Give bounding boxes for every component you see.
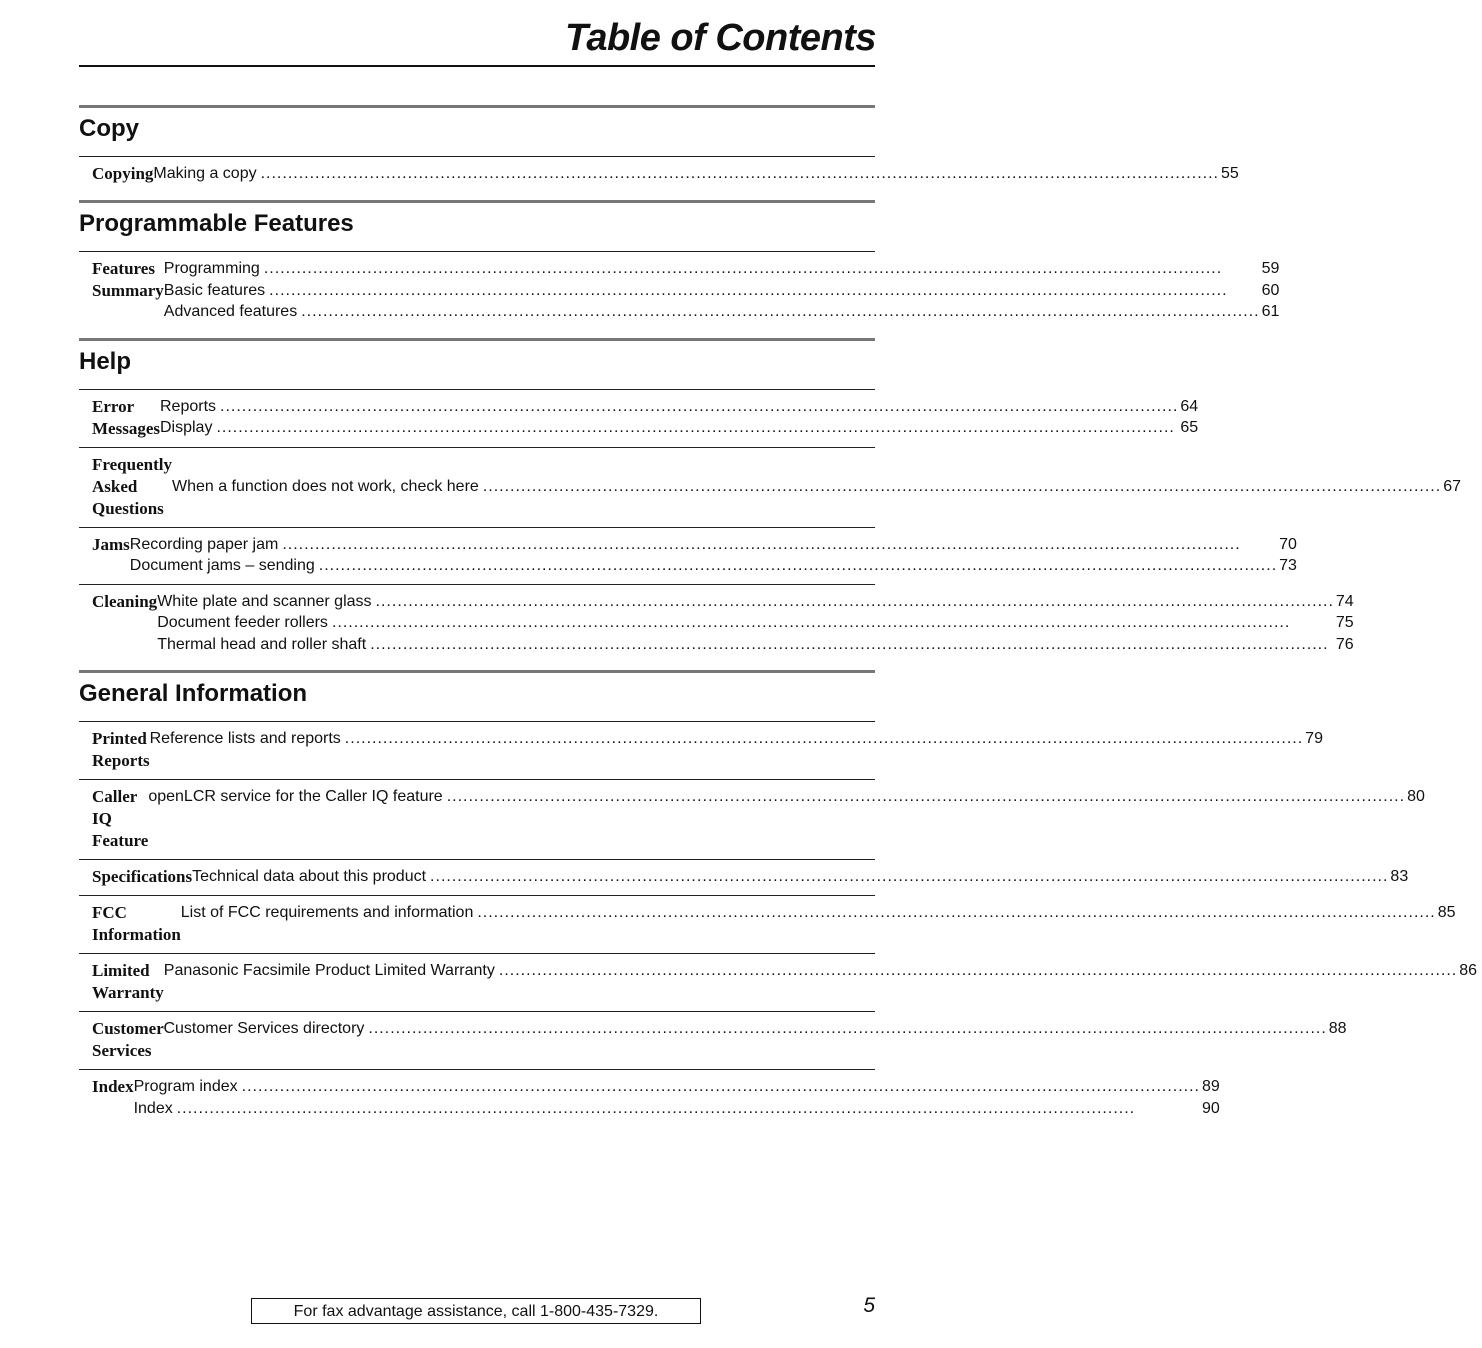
entry-page-number: 85 (1437, 904, 1456, 921)
topic-entries (157, 591, 1359, 656)
dot-leader (261, 163, 1219, 185)
dot-leader (483, 476, 1441, 498)
entry-page-number: 86 (1459, 962, 1478, 979)
toc-entry[interactable] (164, 301, 1280, 323)
topic-entries (164, 960, 1482, 1004)
entry-label: Making a copy (153, 165, 257, 182)
toc-entry[interactable] (164, 280, 1280, 302)
entry-label: Advanced features (163, 303, 298, 320)
topic-entries (181, 902, 1461, 946)
topic-entries (160, 396, 1203, 440)
entry-label: When a function does not work, check here (171, 477, 479, 495)
entry-label: White plate and scanner glass (157, 592, 372, 610)
dot-leader (282, 534, 1277, 556)
title-divider (79, 65, 875, 67)
topic-entries (172, 454, 1466, 520)
toc-topic-row (79, 251, 1280, 330)
topic-name: Limited Warranty (92, 961, 164, 1002)
toc-topic-row (79, 389, 1199, 447)
entry-label: Index (133, 1099, 173, 1117)
entry-label: Programming (163, 260, 260, 277)
dot-leader (499, 960, 1457, 982)
table-of-contents (79, 105, 1478, 1134)
entry-page-number: 73 (1279, 557, 1297, 574)
entry-page-number: 55 (1220, 165, 1239, 182)
topic-name: FCC Information (92, 903, 181, 944)
entry-label: Thermal head and roller shaft (157, 635, 367, 653)
topic-entries (134, 1076, 1225, 1119)
toc-section (79, 338, 1461, 663)
toc-entry[interactable] (192, 866, 1408, 888)
topic-entries (148, 786, 1430, 852)
topic-name: Customer Services (92, 1019, 164, 1060)
toc-entry[interactable] (160, 396, 1198, 418)
entry-label: Panasonic Facsimile Product Limited Warranty (163, 962, 495, 979)
toc-entry[interactable] (130, 534, 1297, 556)
entry-label: Basic features (163, 281, 266, 299)
entry-label: Reference lists and reports (149, 730, 341, 747)
entry-label: Reports (159, 397, 217, 415)
entry-page-number: 67 (1443, 477, 1461, 495)
dot-leader (177, 1098, 1200, 1120)
fax-assistance-note: For fax advantage assistance, call 1-800-435-7329. (251, 1298, 701, 1324)
topic-name: Frequently Asked Questions (92, 454, 172, 518)
toc-section (79, 200, 1280, 330)
entry-page-number: 76 (1335, 635, 1354, 653)
topic-name: Features Summary (92, 259, 164, 300)
topic-name: Index (92, 1077, 134, 1096)
dot-leader (332, 612, 1334, 634)
entry-page-number: 80 (1407, 788, 1425, 805)
entry-label: Recording paper jam (129, 535, 279, 553)
dot-leader (319, 555, 1277, 577)
dot-leader (269, 280, 1259, 302)
entry-page-number: 88 (1328, 1020, 1347, 1037)
toc-entry[interactable] (150, 728, 1323, 750)
entry-page-number: 59 (1261, 260, 1280, 277)
page-title: Table of Contents (565, 17, 876, 59)
toc-entry[interactable] (157, 591, 1354, 613)
dot-leader (430, 866, 1388, 888)
entry-label: Technical data about this product (192, 868, 427, 885)
entry-label: openLCR service for the Caller IQ feature (148, 788, 443, 805)
entry-page-number: 61 (1261, 303, 1280, 320)
entry-label: List of FCC requirements and information (180, 904, 474, 921)
toc-entry[interactable] (130, 555, 1297, 577)
dot-leader (345, 728, 1303, 750)
toc-entry[interactable] (160, 417, 1198, 439)
topic-entries (164, 258, 1285, 323)
topic-entries (153, 163, 1243, 185)
toc-topic-row (79, 1069, 1220, 1126)
entry-page-number: 83 (1390, 868, 1409, 885)
dot-leader (370, 634, 1334, 656)
dot-leader (477, 902, 1435, 924)
page-number: 5 (863, 1294, 875, 1317)
entry-page-number: 70 (1279, 535, 1297, 553)
toc-entry[interactable] (134, 1076, 1220, 1098)
toc-section (79, 105, 1239, 192)
toc-entry[interactable] (172, 476, 1461, 498)
topic-name: Printed Reports (92, 729, 150, 770)
entry-page-number: 60 (1261, 281, 1280, 299)
topic-entries (163, 1018, 1351, 1062)
entry-label: Program index (133, 1078, 238, 1095)
toc-entry[interactable] (163, 1018, 1346, 1040)
toc-topic-row (79, 895, 1456, 953)
topic-entries (130, 534, 1302, 577)
toc-topic-row (79, 584, 1354, 663)
topic-entries (192, 866, 1413, 888)
dot-leader (216, 417, 1178, 439)
toc-topic-row (79, 859, 1409, 895)
section-heading: Help (79, 347, 132, 375)
toc-entry[interactable] (153, 163, 1238, 185)
toc-entry[interactable] (134, 1098, 1220, 1120)
entry-page-number: 79 (1305, 730, 1323, 747)
toc-entry[interactable] (164, 258, 1280, 280)
entry-page-number: 75 (1335, 614, 1354, 631)
toc-topic-row (79, 953, 1478, 1011)
toc-entry[interactable] (157, 612, 1354, 634)
section-heading: Programmable Features (79, 210, 354, 237)
toc-entry[interactable] (148, 786, 1425, 808)
toc-entry[interactable] (181, 902, 1456, 924)
entry-label: Document jams – sending (129, 557, 315, 574)
dot-leader (368, 1018, 1326, 1040)
toc-entry[interactable] (157, 634, 1354, 656)
topic-name: Caller IQ Feature (92, 787, 149, 850)
entry-label: Document feeder rollers (157, 614, 328, 631)
section-heading: General Information (79, 680, 308, 707)
topic-name: Jams (92, 534, 130, 554)
topic-name: Error Messages (92, 396, 160, 438)
toc-entry[interactable] (164, 960, 1477, 982)
entry-page-number: 74 (1335, 592, 1354, 610)
toc-section (79, 670, 1478, 1126)
toc-topic-row (79, 721, 1323, 779)
entry-label: Display (159, 419, 213, 436)
topic-name: Copying (92, 164, 154, 183)
toc-topic-row (79, 156, 1239, 192)
entry-page-number: 90 (1202, 1099, 1220, 1117)
dot-leader (264, 258, 1260, 280)
dot-leader (376, 591, 1334, 613)
toc-topic-row (79, 447, 1461, 527)
topic-entries (150, 728, 1328, 772)
entry-page-number: 65 (1180, 419, 1199, 436)
dot-leader (242, 1076, 1200, 1098)
dot-leader (301, 301, 1259, 323)
topic-name: Cleaning (92, 591, 158, 611)
entry-label: Customer Services directory (163, 1020, 365, 1037)
entry-page-number: 89 (1202, 1078, 1220, 1095)
dot-leader (447, 786, 1405, 808)
entry-page-number: 64 (1180, 397, 1199, 415)
section-heading: Copy (79, 115, 139, 142)
toc-topic-row (79, 527, 1297, 584)
toc-topic-row (79, 779, 1425, 859)
toc-topic-row (79, 1011, 1347, 1069)
topic-name: Specifications (92, 867, 193, 886)
dot-leader (220, 396, 1178, 418)
